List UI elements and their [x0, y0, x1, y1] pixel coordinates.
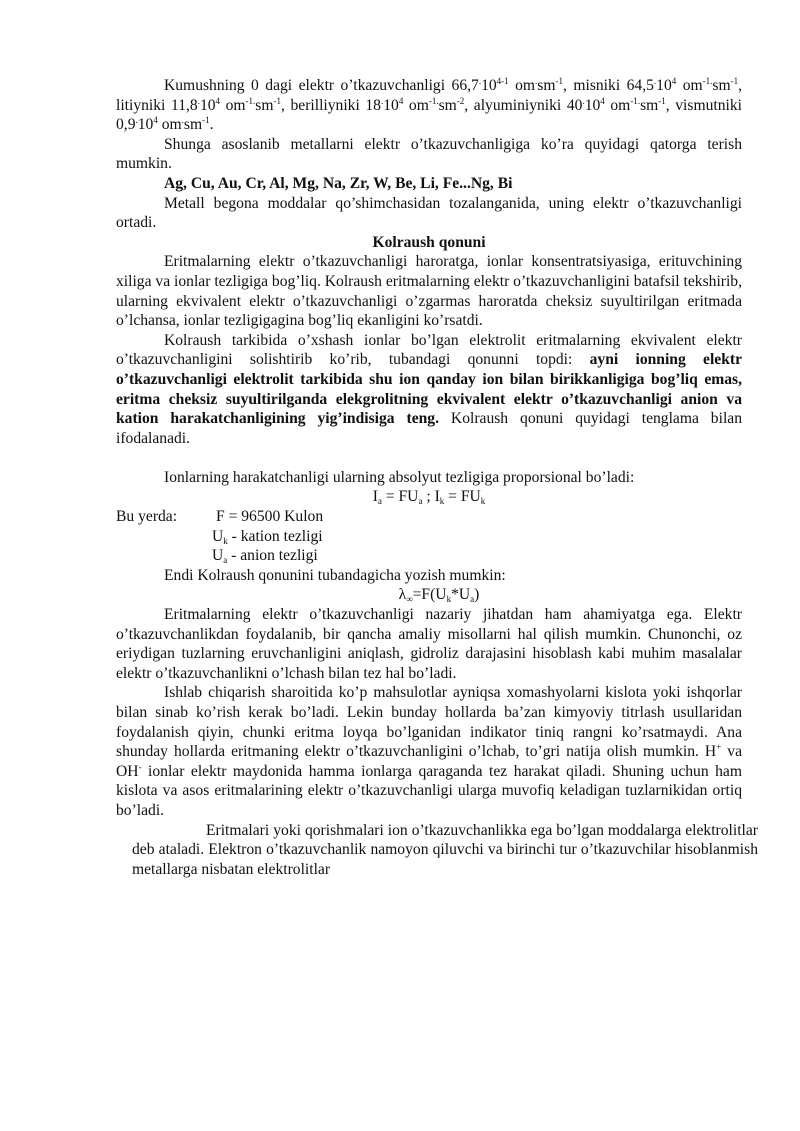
law-statement-bold: ayni ionning elektr o’tkazuvchanligi elektrolit tarkibida shu ion qanday ion bilan birikkanligiga bog’liq emas, eritma cheksiz suyultirilganda elekgrolitning ekvivalent elektr o’tkazuvchanligi anion va kation harakatchanligining yig’indisiga teng.: [116, 351, 742, 428]
formula-kohlrausch: $\lambda_\infty=F(U_k*U_a)$: [398, 586, 480, 605]
definition-cation-speed: $U_k$ - kation tezligi: [212, 527, 323, 546]
metal-series-line: Ag, Cu, Au, Cr, Al, Mg, Na, Zr, W, Be, Li, Fe...Ng, Bi: [164, 174, 513, 192]
definition-anion-speed: $U_a$ - anion tezligi: [212, 547, 318, 566]
formula-mobility: $I_a = FU_a$ ; $I_k = FU_k$: [372, 488, 486, 507]
paragraph-conductivity-factors: Eritmalarning elektr o’tkazuvchanligi haroratga, ionlar konsentratsiyasiga, erituvchining xiliga va ionlar tezligiga bog’liq. Kolraush eritmalarning elektr o’tkazuvchanligini batafsil tekshirib, ularning ekvivalent elektr o’tkazuvchanligi o’zgarmas haroratda cheksiz suyultirilgan eritmada o’lchansa, ionlar tezligigagina bog’liq ekanligini ko’rsatdi.: [116, 253, 742, 330]
paragraph-electrolytes-definition: Eritmalari yoki qorishmalari ion o’tkazuvchanlikka ega bo’lgan moddalarga elektrolitlar deb ataladi. Elektron o’tkazuvchanlik namoyon qiluvchi va birinchi tur o’tkazuvchilar hisoblanmish metallarga nisbatan elektrolitlar: [132, 821, 758, 878]
definition-faraday: F = 96500 Kulon: [216, 508, 324, 526]
law-intro-text: Kolraush tarkibida o’xshash ionlar bo’lgan elektrolit eritmalarning ekvivalent elektr o’tkazuvchanligini solishtirib ko’rib, tubandagi qonunni topdi:: [116, 331, 742, 369]
paragraph-industrial-titration: Ishlab chiqarish sharoitida ko’p mahsulotlar ayniqsa xomashyolarni kislota yoki ishqorlar bilan sinab ko’rish kerak bo’ladi. Lekin bunday hollarda ba’zan kimyoviy titrlash usullaridan foydalanish qiyin, chunki eritma loyqa bo’lganidan indikator tiniq rangni ko’rsatmaydi. Ana shunday hollarda eritmaning elektr o’tkazuvchanligini o’lchab, to’gri natija olish mumkin. H+ va OH- ionlar elektr maydonida hamma ionlarga qaraganda tez harakat qiladi. Shuning uchun ham kislota va asos eritmalarining elektr o’tkazuvchanligi ularga muvofiq keladigan tuzlarnikidan ortiq bo’ladi.: [116, 684, 743, 819]
paragraph-rewrite-law: Endi Kolraush qonunini tubandagicha yozish mumkin:: [164, 566, 506, 584]
paragraph-kohlrausch-law: [116, 331, 742, 449]
blank-line: [116, 448, 742, 468]
paragraph-metal-order-intro: Shunga asoslanib metallarni elektr o’tkazuvchanligiga ko’ra quyidagi qatorga terish mumkin.: [116, 135, 742, 173]
paragraph-practical-importance: Eritmalarning elektr o’tkazuvchanligi nazariy jihatdan ham ahamiyatga ega. Elektr o’tkazuvchanlikdan foydalanib, bir qancha amaliy misollarni hal qilish mumkin. Chunonchi, oz eriydigan tuzlarning eruvchanligini aniqlash, gidroliz darajasini hisoblash kabi muhim masalalar elektr o’tkazuvchanlikni o’lchash bilan tez hal bo’ladi.: [116, 606, 742, 682]
paragraph-ion-mobility: Ionlarning harakatchanligi ularning absolyut tezligiga proporsional bo’ladi:: [164, 468, 635, 486]
paragraph-impurity-effect: Metall begona moddalar qo’shimchasidan tozalanganida, uning elektr o’tkazuvchanligi ortadi.: [116, 194, 742, 232]
definitions-block: [116, 507, 742, 566]
section-heading: Kolraush qonuni: [372, 233, 486, 251]
law-equation-note: Kolraush qonuni quyidagi tenglama bilan ifodalanadi.: [116, 410, 742, 447]
document-page: [116, 76, 758, 879]
definitions-label: Bu yerda:: [116, 508, 178, 526]
paragraph-conductivity-values: Kumushning 0 dagi elektr o’tkazuvchanligi 66,7.10$^{4-1}$ $om^.sm^{-1}$, misniki $64,5^.10^4$ $om^{-1.}sm^{-1}$, litiyniki $11,8^.10^4$ $om^{-1.}sm^{-1}$, berilliyniki $18^.10^4$ $om^{-1.}sm^{-2}$, alyuminiyniki $40^.10^4$ $om^{-1.}sm^{-1}$, vismutniki $0,9^.10^4$ $om^.sm^{-1}$.: [116, 76, 742, 134]
